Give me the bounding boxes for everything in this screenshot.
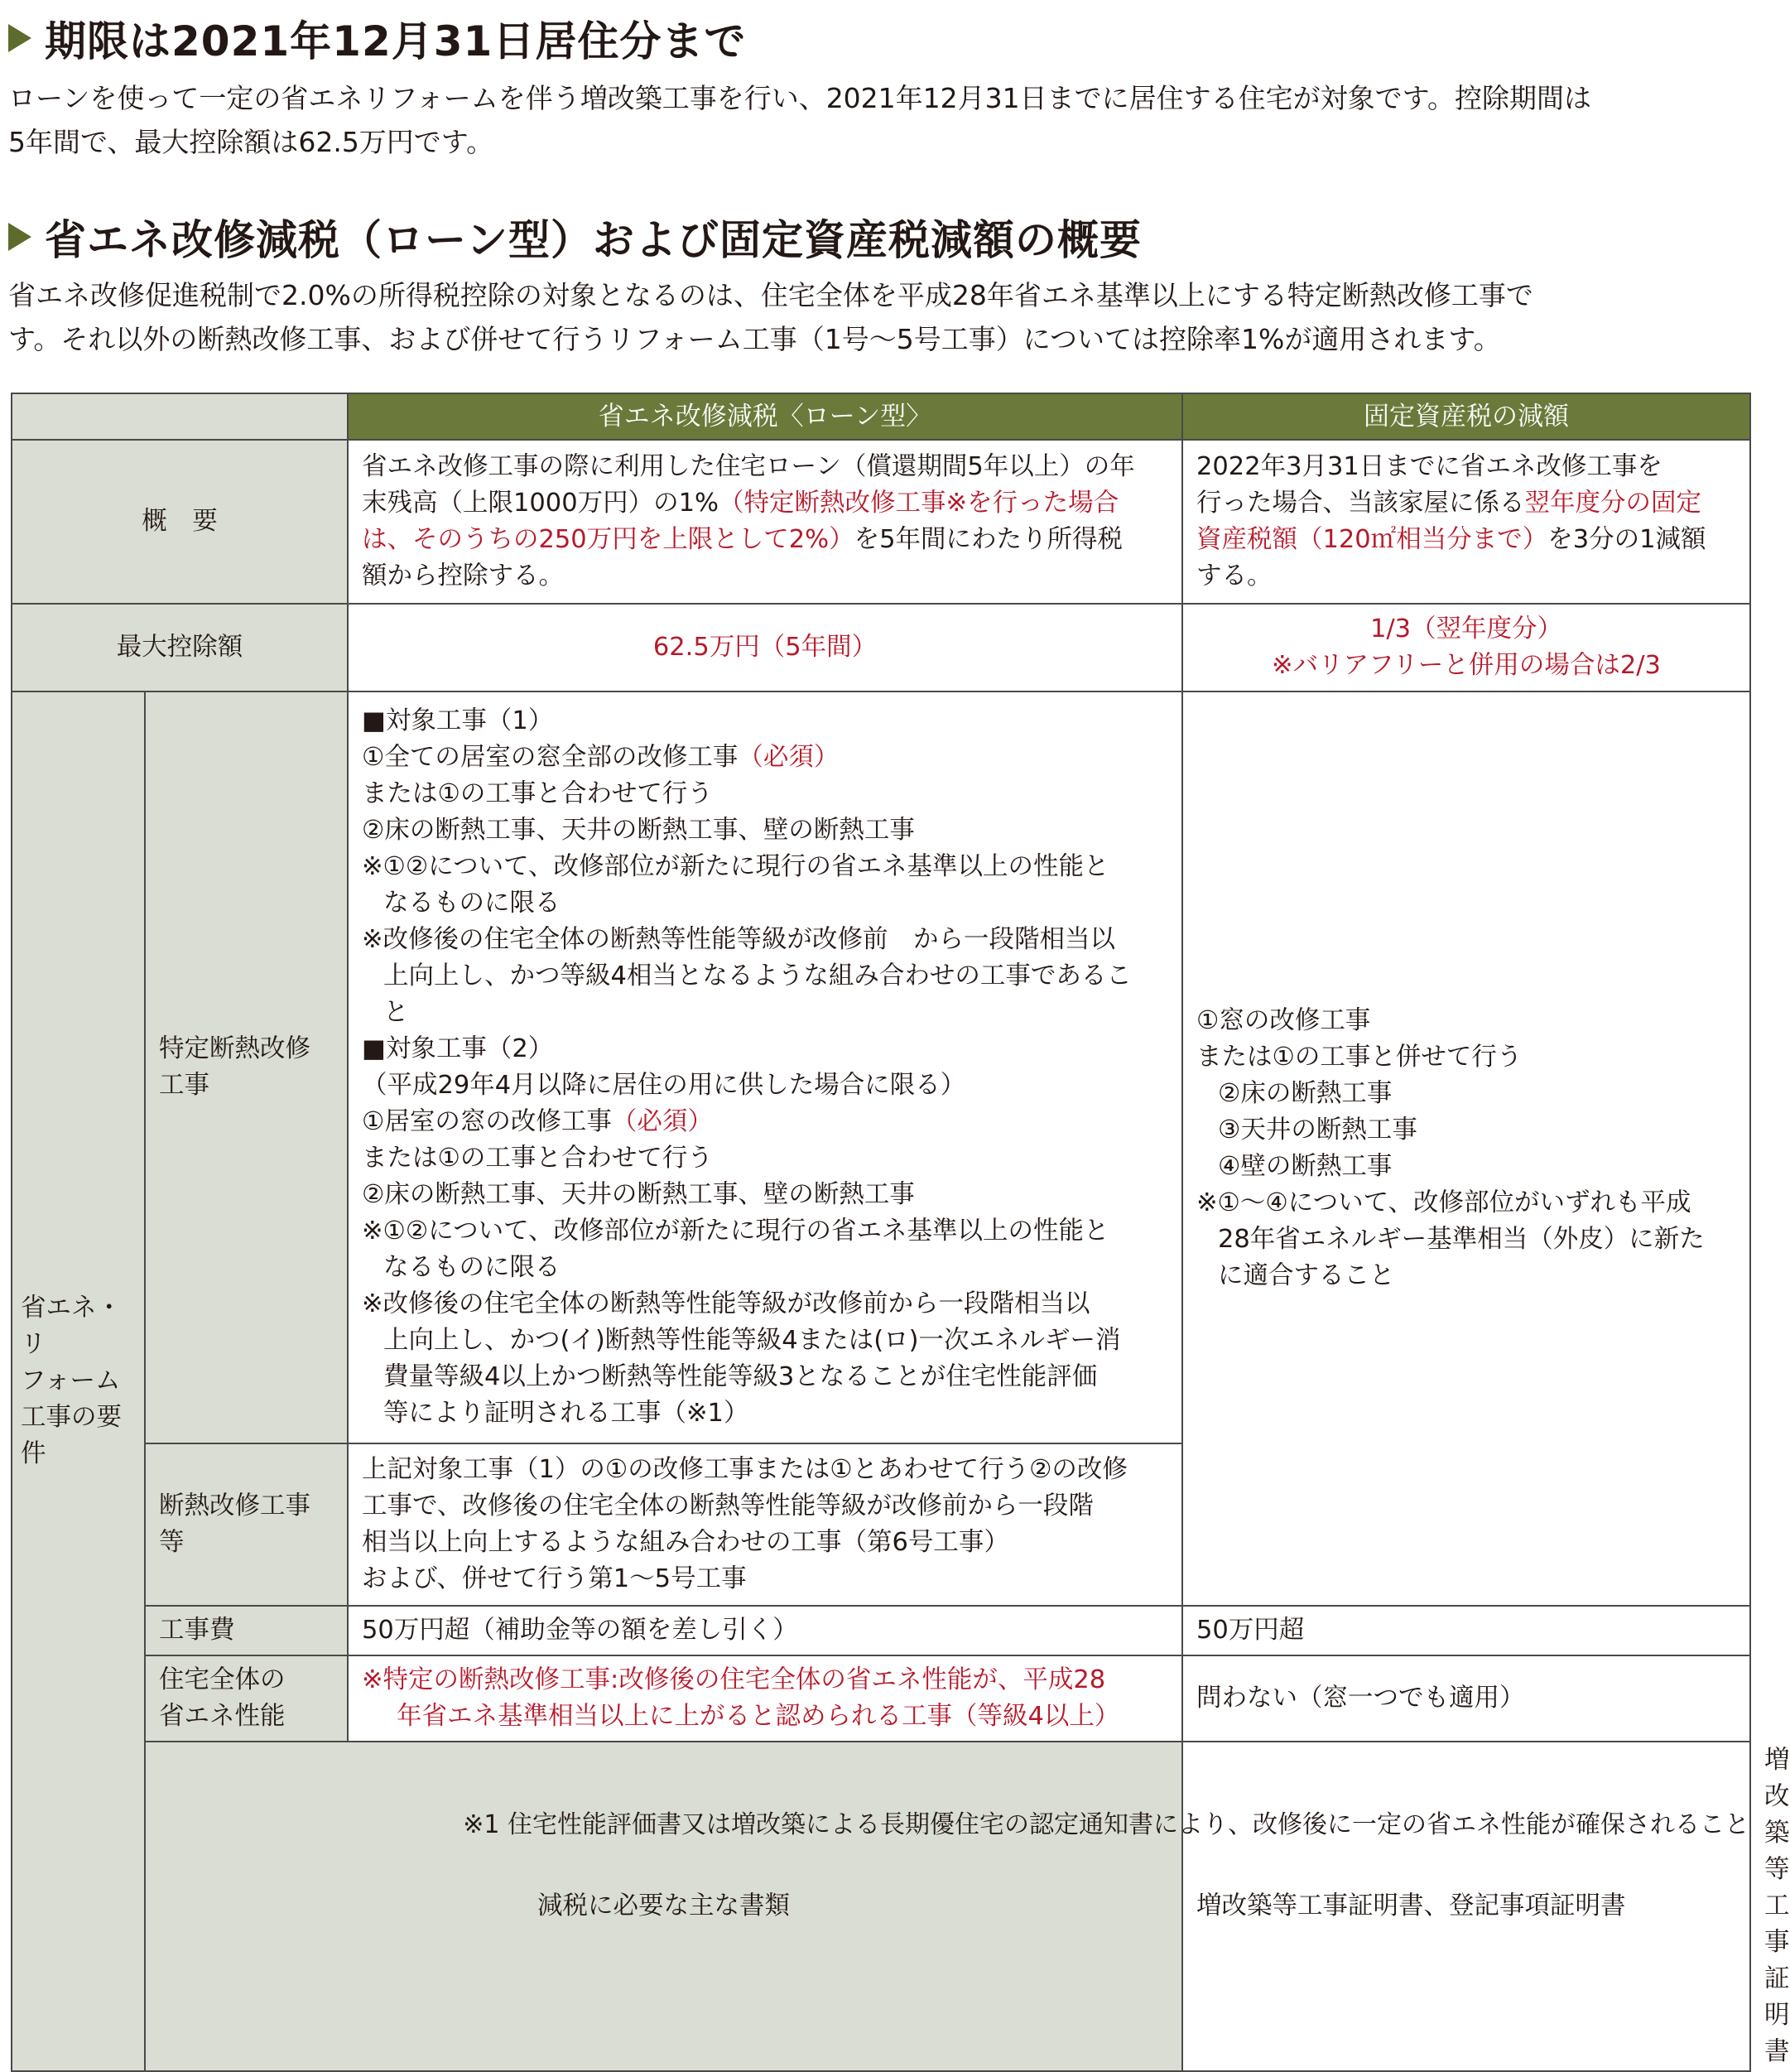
cell-line: 額から控除する。 [362, 561, 564, 590]
cell-text: ※①〜④について、改修部位がいずれも平成 [1196, 1188, 1691, 1217]
max-loan-cell: 62.5万円（5年間） [348, 604, 1182, 691]
performance-loan-cell [348, 1655, 1182, 1742]
section1-heading [8, 8, 746, 68]
row-label-performance [145, 1655, 348, 1742]
section1-body [8, 76, 1747, 164]
cell-line [362, 740, 1168, 776]
cell-line [362, 1359, 1168, 1395]
row-label-docs: 減税に必要な主な書類 [145, 1742, 1182, 2071]
cell-text: を3分の1減額 [1547, 525, 1706, 554]
triangle-bullet-icon [8, 24, 31, 52]
cost-loan-cell: 50万円超（補助金等の額を差し引く） [348, 1606, 1182, 1655]
cell-line [362, 703, 1168, 740]
cell-line [362, 849, 1168, 885]
cell-line [362, 1067, 1168, 1104]
insulation-loan-cell [348, 1443, 1182, 1606]
specific-property-cell [1182, 691, 1750, 1606]
cell-text: 行った場合、当該家屋に係る [1196, 489, 1525, 518]
header-loan-type: 省エネ改修減税〈ローン型〉 [348, 393, 1182, 440]
table-header-row [12, 393, 1750, 440]
table-row-overview [12, 440, 1750, 604]
row-label-specific [145, 691, 348, 1443]
cell-text: 等により証明される工事（※1） [383, 1399, 749, 1428]
table-row-max [12, 604, 1750, 691]
cell-text: または①の工事と合わせて行う [362, 1144, 713, 1173]
cell-text: または①の工事と合わせて行う [362, 779, 713, 808]
cell-line [1196, 1003, 1736, 1039]
cell-text: と [383, 998, 409, 1027]
cell-text: 費量等級4以上かつ断熱等性能等級3となることが住宅性能評価 [383, 1362, 1098, 1391]
row-label-cost: 工事費 [145, 1606, 348, 1655]
cell-line [362, 1323, 1168, 1359]
label-line: 断熱改修工事 [159, 1491, 310, 1520]
label-line: フォーム [21, 1366, 121, 1395]
required-note: （必須） [611, 1107, 713, 1136]
cell-line [362, 1140, 1168, 1177]
cell-text: なるものに限る [383, 889, 561, 918]
cell-line [362, 812, 1168, 849]
cell-text-red: は、そのうちの250万円を上限として2%） [362, 525, 854, 554]
table-row-specific [12, 691, 1750, 1443]
section1-body-line: ローンを使って一定の省エネリフォームを伴う増改築工事を行い、2021年12月31日までに居住する住宅が対象です。控除期間は [8, 82, 1592, 114]
section2-title: 省エネ改修減税（ローン型）および固定資産税減額の概要 [45, 216, 1142, 264]
cell-line [362, 1250, 1168, 1286]
cell-line [362, 1395, 1168, 1432]
row-label-requirements [12, 691, 145, 2071]
label-line: 件 [21, 1439, 46, 1468]
triangle-bullet-icon [8, 223, 31, 251]
section2-body-line: す。それ以外の断熱改修工事、および併せて行うリフォーム工事（1号〜5号工事）については控除率1%が適用されます。 [8, 323, 1501, 355]
cell-line: 2022年3月31日までに省エネ改修工事を [1196, 452, 1662, 481]
cell-text: を5年間にわたり所得税 [854, 525, 1124, 554]
label-line: 工事の要 [21, 1403, 122, 1432]
cell-text: ※①②について、改修部位が新たに現行の省エネ基準以上の性能と [362, 852, 1109, 881]
row-label-overview: 概 要 [12, 440, 348, 604]
cell-line [1196, 1112, 1736, 1149]
cell-line [362, 1104, 1168, 1140]
cell-line: 1/3（翌年度分） [1369, 614, 1563, 643]
cell-text: ①窓の改修工事 [1196, 1006, 1371, 1035]
cell-line: 上記対象工事（1）の①の改修工事または①とあわせて行う②の改修 [362, 1455, 1128, 1484]
cell-text: ■対象工事（1） [362, 706, 554, 735]
cell-line [362, 1213, 1168, 1250]
max-property-cell [1182, 604, 1750, 691]
row-label-max: 最大控除額 [12, 604, 348, 691]
label-line: 省エネ性能 [159, 1702, 286, 1731]
cell-line [362, 1286, 1168, 1323]
cell-text: ②床の断熱工事、天井の断熱工事、壁の断熱工事 [362, 1180, 915, 1209]
cell-line: 省エネ改修工事の際に利用した住宅ローン（償還期間5年以上）の年 [362, 452, 1135, 481]
cell-text: ②床の断熱工事、天井の断熱工事、壁の断熱工事 [362, 816, 915, 845]
cell-text: に適合すること [1218, 1261, 1395, 1290]
cell-line [362, 922, 1168, 958]
label-line: 工事 [159, 1071, 209, 1100]
cell-text: ①全ての居室の窓全部の改修工事 [362, 743, 739, 772]
cell-text: 上向上し、かつ(イ)断熱等性能等級4または(ロ)一次エネルギー消 [383, 1326, 1121, 1355]
overview-loan-cell [348, 440, 1182, 604]
cell-line [1196, 1076, 1736, 1112]
table-row-docs: 減税に必要な主な書類 増改築等工事証明書、登記事項証明書 増改築等工事証明書 [12, 1742, 1750, 2071]
overview-property-cell [1182, 440, 1750, 604]
header-property-tax: 固定資産税の減額 [1182, 393, 1750, 440]
cell-line [362, 995, 1168, 1031]
specific-loan-cell [348, 691, 1182, 1443]
section1-title: 期限は2021年12月31日居住分まで [45, 17, 747, 65]
cell-text: ※①②について、改修部位が新たに現行の省エネ基準以上の性能と [362, 1217, 1109, 1246]
cell-text: ④壁の断熱工事 [1218, 1152, 1393, 1181]
cell-text: （平成29年4月以降に居住の用に供した場合に限る） [362, 1071, 966, 1100]
cell-line [362, 1177, 1168, 1213]
label-line: 住宅全体の [159, 1665, 286, 1694]
section2-body-line: 省エネ改修促進税制で2.0%の所得税控除の対象となるのは、住宅全体を平成28年省エネ基準以上にする特定断熱改修工事で [8, 279, 1533, 311]
label-line: 特定断熱改修 [159, 1034, 310, 1063]
table-row-cost [12, 1606, 1750, 1655]
cell-line [362, 958, 1168, 995]
docs-loan-cell: 増改築等工事証明書、登記事項証明書 [1182, 1742, 1750, 2071]
table-row-performance [12, 1655, 1750, 1742]
cell-text: 上向上し、かつ等級4相当となるような組み合わせの工事であるこ [383, 961, 1132, 990]
cell-line [362, 776, 1168, 812]
cell-text: ※改修後の住宅全体の断熱等性能等級が改修前 から一段階相当以 [362, 925, 1116, 954]
cell-text: ②床の断熱工事 [1218, 1079, 1393, 1108]
section2-body [8, 273, 1747, 361]
footnote: ※1 住宅性能評価書又は増改築による長期優住宅の認定通知書により、改修後に一定の省エネ性能が確保されること [463, 1810, 1749, 1839]
cell-line: および、併せて行う第1〜5号工事 [362, 1564, 747, 1593]
cell-text: ■対象工事（2） [362, 1034, 554, 1063]
cell-text: 28年省エネルギー基準相当（外皮）に新た [1218, 1225, 1705, 1254]
cell-line: ※特定の断熱改修工事:改修後の住宅全体の省エネ性能が、平成28 [362, 1665, 1106, 1694]
cell-text: または①の工事と併せて行う [1196, 1043, 1523, 1072]
cell-line [1196, 1185, 1736, 1222]
label-line: 等 [159, 1528, 185, 1557]
cell-line: 工事で、改修後の住宅全体の断熱等性能等級が改修前から一段階 [362, 1491, 1094, 1520]
cell-line [1196, 1149, 1736, 1185]
performance-property-cell: 問わない（窓一つでも適用） [1182, 1655, 1750, 1742]
cell-text: ※改修後の住宅全体の断熱等性能等級が改修前から一段階相当以 [362, 1289, 1090, 1318]
cell-text-red: 資産税額（120㎡相当分まで） [1196, 525, 1548, 554]
cell-line [1196, 1222, 1736, 1258]
row-label-insulation [145, 1443, 348, 1606]
section1-body-line: 5年間で、最大控除額は62.5万円です。 [8, 126, 494, 158]
header-empty-cell [12, 393, 348, 440]
cell-line: ※バリアフリーと併用の場合は2/3 [1272, 651, 1661, 680]
cell-line: 年省エネ基準相当以上に上がると認められる工事（等級4以上） [397, 1702, 1120, 1731]
cell-text: なるものに限る [383, 1253, 561, 1282]
cell-line [1196, 1258, 1736, 1294]
cell-text-red: （特定断熱改修工事※を行った場合 [719, 489, 1119, 518]
cell-text: ③天井の断熱工事 [1218, 1116, 1417, 1144]
cell-line [362, 1031, 1168, 1067]
cell-line [1196, 1039, 1736, 1076]
cell-text-red: 翌年度分の固定 [1524, 489, 1701, 518]
cell-line: する。 [1196, 561, 1273, 590]
cell-line [362, 885, 1168, 922]
cell-line: 相当以上向上するような組み合わせの工事（第6号工事） [362, 1528, 1009, 1557]
section2-heading [8, 207, 1142, 267]
cost-property-cell: 50万円超 [1182, 1606, 1750, 1655]
cell-text: ①居室の窓の改修工事 [362, 1107, 612, 1136]
required-note: （必須） [738, 743, 840, 772]
cell-text: 末残高（上限1000万円）の1% [362, 489, 719, 518]
label-line: 省エネ・リ [21, 1294, 122, 1359]
